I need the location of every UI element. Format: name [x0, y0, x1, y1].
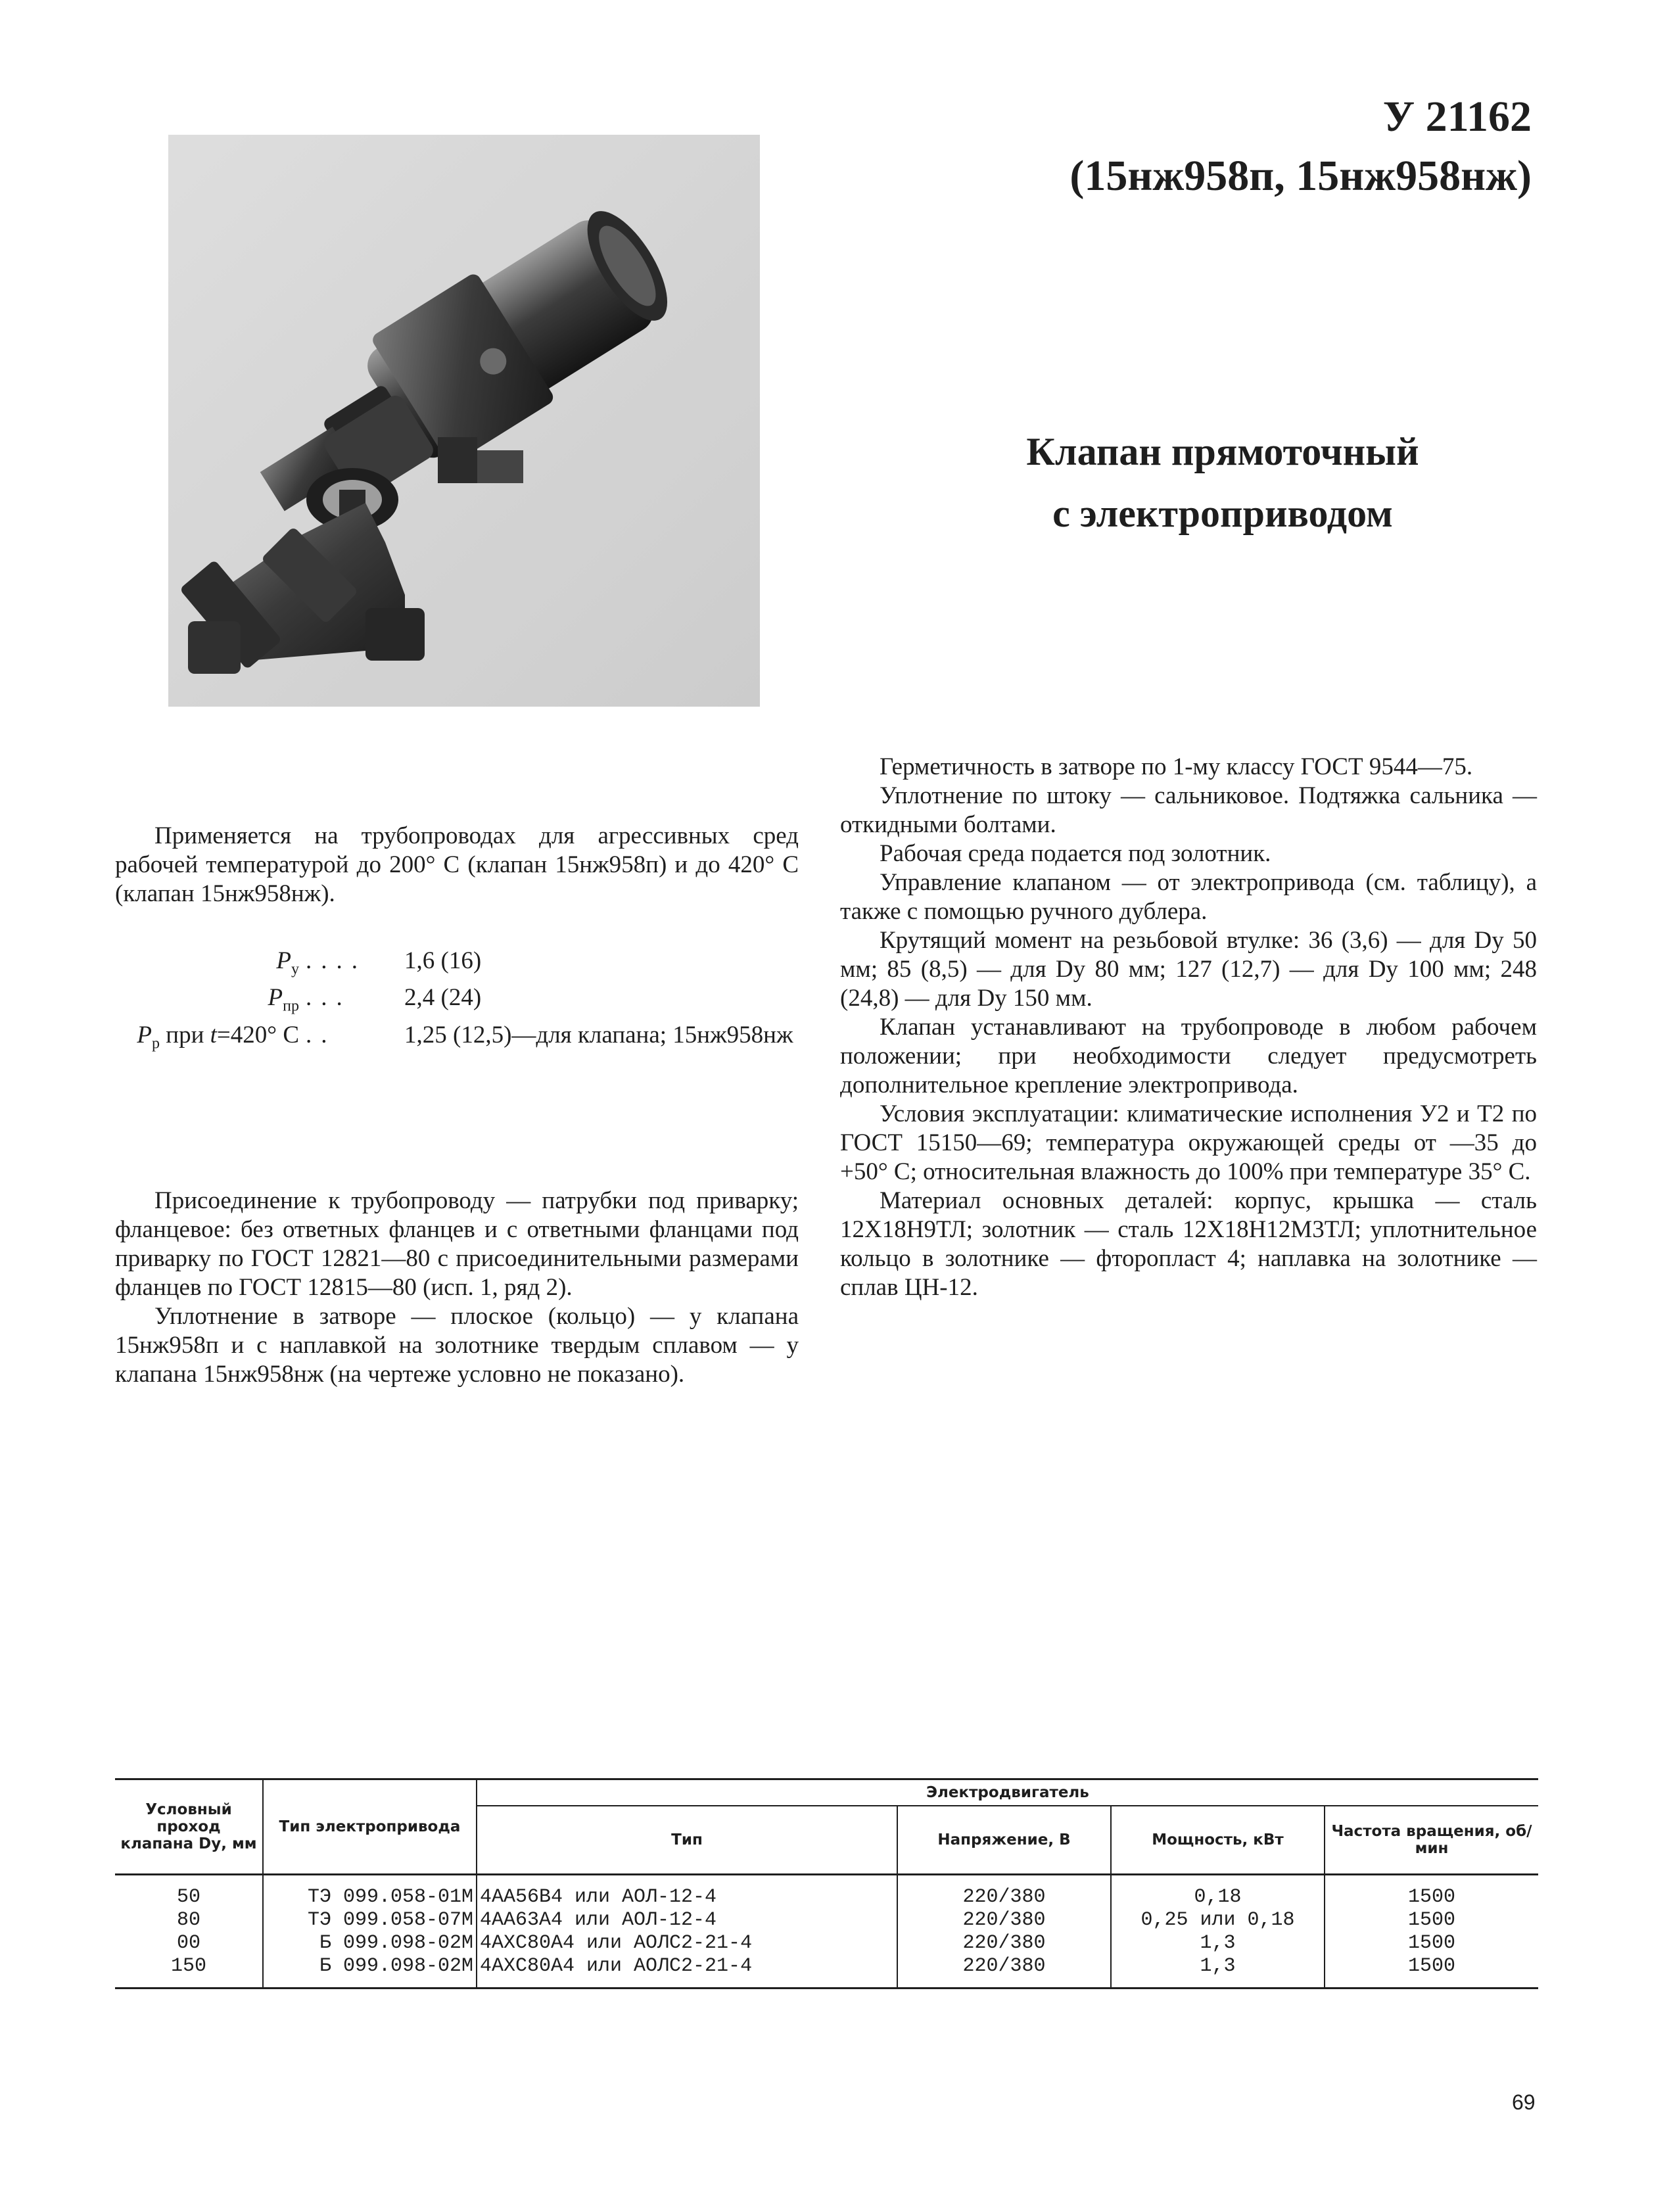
materials-text: Материал основных деталей: корпус, крышка — сталь 12Х18Н9ТЛ; золотник — сталь 12Х18Н12М3ТЛ; уплотнительное кольцо в золотнике — фторопласт 4; наплавка на золотнике — сплав ЦН-12. [840, 1187, 1537, 1301]
application-paragraph [115, 822, 799, 908]
cell-drive: Б 099.098-02М [263, 1955, 477, 1988]
header-dn: Условный проход клапана Dу, мм [115, 1779, 263, 1875]
header-speed: Частота вращения, об/мин [1331, 1823, 1532, 1857]
pressure-params [108, 947, 799, 1058]
torque-text: Крутящий момент на резьбовой втулке: 36 (3,6) — для Dу 50 мм; 85 (8,5) — для Dу 80 мм; 127 (12,7) — для Dу 100 мм; 248 (24,8) — для Dу 150 мм. [840, 927, 1537, 1012]
cell-speed: 1500 [1407, 1909, 1455, 1931]
model-numbers: (15нж958п, 15нж958нж) [1070, 152, 1532, 200]
connection-text: Присоединение к трубопроводу — патрубки под приварку; фланцевое: без ответных фланцев и с ответными фланцами под приварку по ГОСТ 12821—80 с присоединительными размерами фланцев по ГОСТ 12815—80 (исп. 1, ряд 2). [115, 1187, 799, 1301]
cell-type: 4АА56В4 или АОЛ-12-4 [477, 1875, 897, 1910]
cell-power: 0,25 или 0,18 [1111, 1909, 1325, 1932]
conditions-text: Условия эксплуатации: климатические исполнения У2 и Т2 по ГОСТ 15150—69; температура окружающей среды от —35 до +50° С; относительная влажность до 100% при температуре 35° С. [840, 1100, 1537, 1185]
specifications-column [840, 753, 1537, 1302]
title-line-1: Клапан прямоточный [1026, 430, 1419, 473]
cell-drive: ТЭ 099.058-01М [263, 1875, 477, 1910]
header-power: Мощность, кВт [1111, 1806, 1325, 1875]
cell-type: 4АХС80А4 или АОЛС2-21-4 [477, 1932, 897, 1955]
cell-voltage: 220/380 [897, 1909, 1111, 1932]
control-text: Управление клапаном — от электропривода (см. таблицу), а также с помощью ручного дублера. [840, 869, 1537, 925]
cell-speed: 1500 [1407, 1886, 1455, 1908]
param-label: $P_р$ при t=420° С [137, 1021, 299, 1052]
application-text: Применяется на трубопроводах для агрессивных сред рабочей температурой до 200° С (клапан 15нж958п) и до 420° С (клапан 15нж958нж). [115, 822, 799, 907]
param-label: $P_{пр}$ [268, 984, 299, 1015]
page-number: 69 [1512, 2090, 1536, 2114]
cell-type: 4АХС80А4 или АОЛС2-21-4 [477, 1955, 897, 1988]
valve-photo [168, 135, 760, 707]
page-title [907, 421, 1538, 544]
param-label: $P_у$ [276, 947, 299, 978]
cell-dn: 00 [115, 1932, 263, 1955]
param-value: 2,4 (24) [404, 984, 482, 1012]
stem-seal-text: Уплотнение по штоку — сальниковое. Подтяжка сальника — откидными болтами. [840, 782, 1537, 838]
header-voltage: Напряжение, В [897, 1806, 1111, 1875]
table-row [115, 1955, 1538, 1988]
param-row: $P_{пр}$ ... 2,4 (24) [108, 983, 799, 1020]
connection-paragraphs [115, 1187, 799, 1389]
tightness-text: Герметичность в затворе по 1-му классу ГОСТ 9544—75. [880, 753, 1473, 780]
table-row [115, 1909, 1538, 1932]
cell-dn: 80 [115, 1909, 263, 1932]
param-row: $P_р$ при t=420° С .. 1,25 (12,5)—для клапана; 15нж958нж [108, 1021, 799, 1058]
cell-drive: ТЭ 099.058-07М [263, 1909, 477, 1932]
cell-voltage: 220/380 [897, 1932, 1111, 1955]
cell-power: 0,18 [1111, 1875, 1325, 1910]
sealing-text: Уплотнение в затворе — плоское (кольцо) — у клапана 15нж958п и с наплавкой на золотнике твердым сплавом — у клапана 15нж958нж (на чертеже условно не показано). [115, 1303, 799, 1388]
drive-table [115, 1778, 1538, 1989]
cell-power: 1,3 [1111, 1932, 1325, 1955]
cell-dn: 50 [115, 1875, 263, 1910]
drive-specs-table [115, 1778, 1538, 1989]
title-line-2: с электроприводом [1052, 492, 1393, 535]
table-row [115, 1875, 1538, 1910]
param-value: 1,6 (16) [404, 947, 482, 974]
cell-drive: Б 099.098-02М [263, 1932, 477, 1955]
param-row: $P_у$ .... 1,6 (16) [108, 947, 799, 983]
cell-voltage: 220/380 [897, 1955, 1111, 1988]
cell-type: 4АА63А4 или АОЛ-12-4 [477, 1909, 897, 1932]
header-motor: Электродвигатель [477, 1779, 1538, 1806]
header-type: Тип [477, 1806, 897, 1875]
document-code: У 21162 [1382, 93, 1532, 141]
cell-power: 1,3 [1111, 1955, 1325, 1988]
cell-speed: 1500 [1407, 1955, 1455, 1977]
cell-voltage: 220/380 [897, 1875, 1111, 1910]
param-value: 1,25 (12,5)—для клапана; 15нж958нж [404, 1021, 793, 1048]
mounting-text: Клапан устанавливают на трубопроводе в любом рабочем положении; при необходимости следует предусмотреть дополнительное крепление электропривода. [840, 1014, 1537, 1098]
header-drive: Тип электропривода [263, 1779, 477, 1875]
cell-dn: 150 [115, 1955, 263, 1988]
medium-text: Рабочая среда подается под золотник. [880, 840, 1271, 867]
cell-speed: 1500 [1407, 1932, 1455, 1954]
table-row [115, 1932, 1538, 1955]
